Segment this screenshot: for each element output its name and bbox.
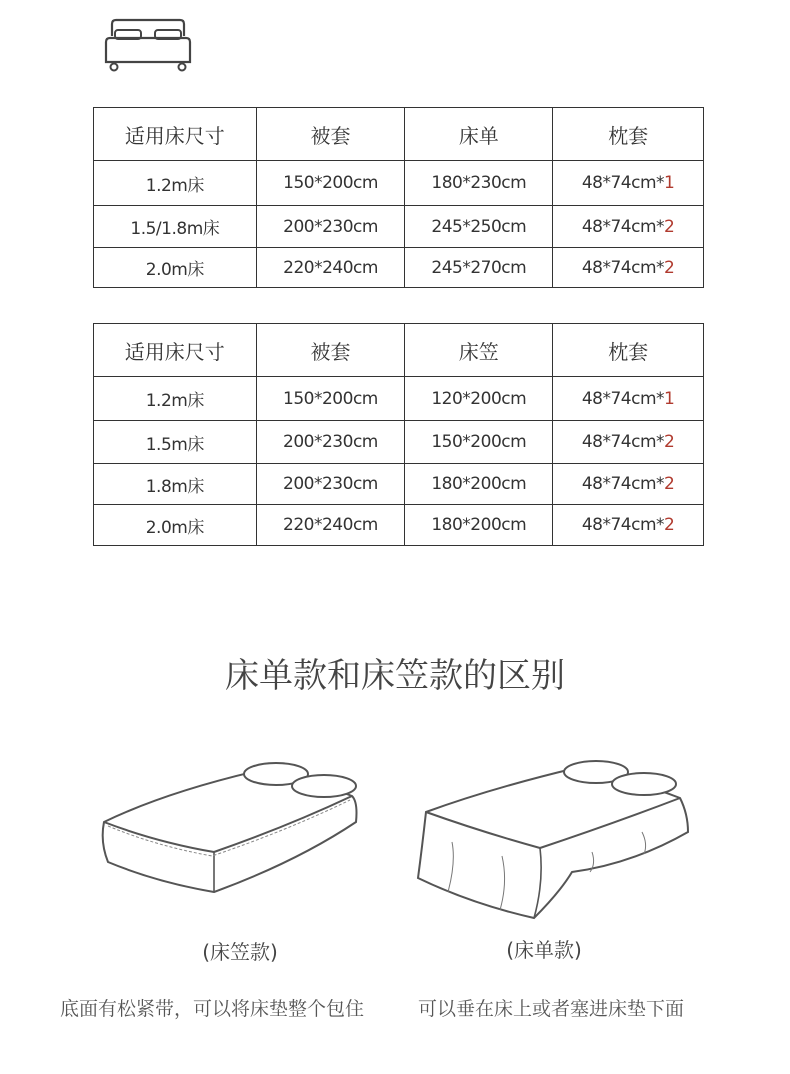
sheet-cell: 150*200cm — [405, 421, 553, 464]
pillow-qty: 2 — [664, 474, 675, 494]
header-cell: 枕套 — [553, 324, 704, 377]
header-cell: 适用床尺寸 — [94, 108, 257, 161]
size-cell: 1.2m床 — [94, 377, 257, 421]
size-cell: 1.5/1.8m床 — [94, 206, 257, 248]
pillow-size: 48*74cm* — [581, 432, 664, 452]
header-cell: 枕套 — [553, 108, 704, 161]
size-cell: 2.0m床 — [94, 248, 257, 288]
table-row — [94, 505, 704, 546]
table-row — [94, 377, 704, 421]
duvet-cell: 220*240cm — [256, 248, 405, 288]
pillow-qty: 2 — [664, 432, 675, 452]
sheet-cell: 180*200cm — [405, 464, 553, 505]
fitted-sheet-description: 底面有松紧带，可以将床垫整个包住 — [60, 998, 365, 1020]
pillow-cell — [553, 161, 704, 206]
table-row — [94, 206, 704, 248]
size-cell: 2.0m床 — [94, 505, 257, 546]
table-header-row — [94, 108, 704, 161]
header-cell: 床笠 — [405, 324, 553, 377]
size-table-fitted-sheet — [93, 323, 704, 546]
table-row — [94, 161, 704, 206]
sheet-cell: 245*250cm — [405, 206, 553, 248]
fitted-sheet-bed-illustration — [96, 752, 366, 902]
pillow-cell — [553, 464, 704, 505]
pillow-qty: 1 — [664, 173, 675, 193]
size-cell: 1.2m床 — [94, 161, 257, 206]
pillow-qty: 2 — [664, 515, 675, 535]
header-cell: 适用床尺寸 — [94, 324, 257, 377]
pillow-qty: 2 — [664, 216, 675, 237]
pillow-size: 48*74cm* — [581, 216, 665, 237]
table-row — [94, 464, 704, 505]
duvet-cell: 200*230cm — [256, 206, 405, 248]
pillow-cell — [553, 248, 704, 288]
pillow-cell — [553, 505, 704, 546]
section-title: 床单款和床笠款的区别 — [225, 656, 565, 696]
sheet-cell: 120*200cm — [405, 377, 553, 421]
pillow-qty: 1 — [664, 388, 675, 409]
duvet-cell: 150*200cm — [256, 161, 405, 206]
table-row — [94, 421, 704, 464]
pillow-size: 48*74cm* — [581, 474, 664, 494]
pillow-qty: 2 — [664, 257, 675, 278]
bed-icon — [100, 18, 196, 74]
duvet-cell: 220*240cm — [256, 505, 405, 546]
pillow-size: 48*74cm* — [581, 515, 664, 535]
pillow-cell — [553, 421, 704, 464]
fitted-sheet-caption: (床笠款) — [202, 940, 278, 964]
pillow-size: 48*74cm* — [581, 173, 665, 193]
header-cell: 被套 — [256, 108, 405, 161]
sheet-cell: 245*270cm — [405, 248, 553, 288]
duvet-cell: 200*230cm — [256, 421, 405, 464]
table-row — [94, 248, 704, 288]
header-cell: 被套 — [256, 324, 405, 377]
pillow-cell — [553, 206, 704, 248]
pillow-size: 48*74cm* — [581, 257, 665, 278]
flat-sheet-caption: (床单款) — [506, 938, 582, 962]
size-cell: 1.5m床 — [94, 421, 257, 464]
duvet-cell: 200*230cm — [256, 464, 405, 505]
pillow-size: 48*74cm* — [581, 388, 664, 409]
header-cell: 床单 — [405, 108, 553, 161]
size-table-flat-sheet — [93, 107, 704, 288]
duvet-cell: 150*200cm — [256, 377, 405, 421]
pillow-cell — [553, 377, 704, 421]
sheet-cell: 180*230cm — [405, 161, 553, 206]
size-cell: 1.8m床 — [94, 464, 257, 505]
flat-sheet-description: 可以垂在床上或者塞进床垫下面 — [418, 998, 685, 1020]
flat-sheet-bed-illustration — [412, 752, 692, 922]
sheet-cell: 180*200cm — [405, 505, 553, 546]
table-header-row — [94, 324, 704, 377]
